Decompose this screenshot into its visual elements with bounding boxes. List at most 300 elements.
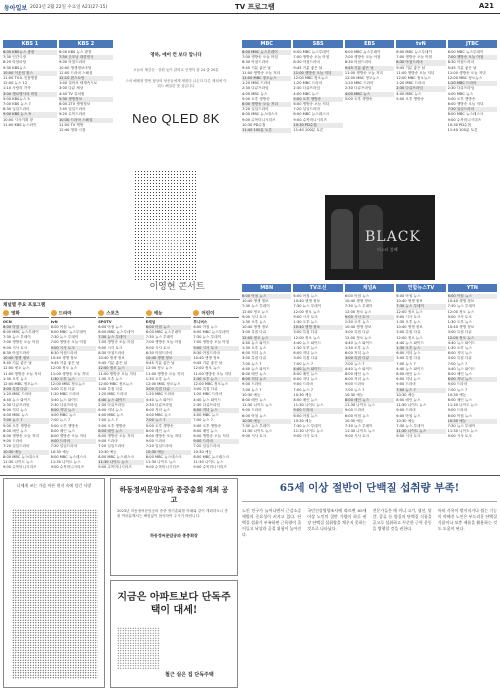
schedule-line: 1:30 오후 뉴스 — [242, 320, 267, 325]
channel-header: YTN — [448, 284, 497, 292]
schedule-line: 9:45 기분 좋은 날 — [242, 65, 271, 70]
cable-column — [51, 320, 97, 471]
schedule-line: 11:00 생방송 오늘 저녁 — [50, 371, 89, 376]
schedule-line: 12:00 정오 뉴스 — [98, 366, 144, 371]
schedule-line: 6:00 생방송 오늘 저녁 — [145, 433, 182, 438]
schedule-line: 9:00 드라마 — [3, 439, 23, 444]
schedule-line: 10:30 예능 — [98, 449, 117, 454]
schedule-line: 7:00 생방송 오늘 아침 — [98, 340, 134, 345]
schedule-line: 9:00 시사 토크 — [344, 434, 370, 439]
schedule-line: 5:00 오후 생방송 — [447, 96, 476, 101]
schedule-line: 11:30 나이트 뉴스 — [293, 403, 324, 408]
article-paragraph: 특히 식욕이 떨어지거나 씹는 기능이 약해진 노인은 부드러운 단백질 식품이나 보충 제품을 활용하는 것도 도움이 된다. — [437, 508, 497, 532]
health-article — [242, 478, 497, 688]
schedule-line: 10:40 생생 정보 — [146, 356, 192, 361]
schedule-line: 7:30 뉴스 투데이 — [145, 335, 174, 340]
cable-title: 채널별 주요 프로그램 — [3, 303, 46, 308]
cable-header — [193, 310, 239, 318]
schedule-line: 8:00 메인 뉴스 — [293, 372, 318, 377]
schedule-line: 1:20 MBC 드라마 — [98, 392, 127, 397]
schedule-line: 4:00 MBC 뉴스 — [293, 91, 319, 96]
schedule-line: 7:20 일일드라마 — [242, 107, 269, 112]
schedule-line: 4:00 MBC 뉴스 — [98, 413, 124, 418]
category-icon — [51, 310, 57, 316]
schedule-line: 7:00 생방송 오늘 아침 — [448, 55, 497, 60]
schedule-line: 12:00 정오 뉴스 — [344, 309, 372, 314]
schedule-line: 7:00 뉴스 7 — [293, 361, 313, 366]
concert-caption: 이영현 콘서트 — [149, 282, 205, 292]
schedule-line: 10:40 생생 정보 — [293, 299, 320, 304]
schedule-line: 8:00 MBC 뉴스데스크 — [447, 112, 484, 117]
schedule-line: 7:00 뉴스 7 — [3, 418, 49, 423]
channel-header: EBS — [345, 40, 394, 48]
schedule-line: 7:00 생방송 오늘 아침 — [193, 340, 230, 345]
book-cover-image — [12, 509, 98, 679]
schedule-line: 8:00 메인 뉴스 — [242, 372, 267, 377]
schedule-line: 6:00 MBC 뉴스투데이 — [98, 329, 134, 334]
schedule-line: 6:00 생방송 오늘 저녁 — [3, 433, 39, 438]
schedule-line: 9:00 시사 토크 — [242, 434, 267, 439]
schedule-line: 7:30 뉴스 투데이 — [447, 304, 476, 309]
schedule-line: 9:00 드라마 — [344, 382, 365, 387]
schedule-line: 8:00 메인 뉴스 — [145, 428, 171, 433]
concert-ad — [116, 170, 238, 300]
ad-line: 오늘의 체감순 · 강원 높이 관리로 인생이 출 24 출 20분 — [133, 68, 219, 72]
top-channel-headers — [242, 40, 497, 48]
schedule-line: 3:00 특집 다큐 — [242, 356, 267, 361]
schedule-line: 7:00 생방송 오늘 아침 — [344, 55, 381, 60]
schedule-line: 4:00 MBC 뉴스 — [447, 91, 473, 96]
schedule-line: 1:20 MBC 드라마 — [50, 392, 80, 397]
schedule-line: 4:40 뉴스 와이드 — [242, 366, 270, 371]
schedule-line: 4:40 뉴스 와이드 — [344, 340, 373, 345]
notice-title: 하동정씨문암공파 종중총회 개최 공고 — [119, 485, 229, 504]
schedule-line: 9:00 시사 토크 — [396, 434, 421, 439]
schedule-line: 12:00 정오 뉴스 — [396, 309, 423, 314]
schedule-line: 6:00 MBC 뉴스투데이 — [242, 50, 291, 55]
schedule-line: 9:00 드라마 — [242, 382, 262, 387]
schedule-line: 11:30 나이트 뉴스 — [98, 460, 144, 465]
schedule-line: 9:00 시사 토크 — [345, 315, 394, 320]
article-paragraph: 전문가들은 매 끼니 고기, 생선, 달걀, 콩류 등 양질의 단백질 식품을 골고루 섭취하고 꾸준한 근력 운동을 병행할 것을 권한다. — [372, 508, 432, 532]
schedule-line: 6:00 아침 뉴스 — [344, 413, 370, 418]
schedule-line: 3:00 특집 다큐 — [50, 387, 75, 392]
schedule-line: 4:00 MBC 뉴스 — [50, 413, 76, 418]
schedule-line: 9:00 수목미니시리즈 — [98, 465, 132, 470]
schedule-line: 12:00 MBC 정오뉴스 — [50, 381, 86, 386]
schedule-line: 7:30 뉴스 투데이 — [396, 424, 424, 429]
schedule-line: 12:00 MBC 정오뉴스 — [98, 381, 133, 386]
schedule-line: 5:00 오후 생방송 — [193, 423, 222, 428]
schedule-line: 11:00 생방송 오늘 저녁 — [293, 71, 342, 76]
channel-column — [345, 294, 394, 440]
schedule-line: 11:00 생방송 오늘 저녁 — [193, 371, 232, 376]
schedule-line: 3:00 특집 다큐 — [146, 387, 192, 392]
schedule-line: 12:00 정오 뉴스 — [242, 309, 269, 314]
schedule-line: 5:00 오후 생방송 — [98, 423, 126, 428]
ad-title: 영하, 에어 컨 보다 압니다 — [150, 53, 202, 58]
schedule-line: 10:40 생생 정보 — [447, 299, 475, 304]
channel-header: tvN — [396, 40, 445, 48]
schedule-line: 12:00 정오 뉴스 — [50, 366, 78, 371]
schedule-line: 8:30 아침드라마 — [145, 350, 173, 355]
schedule-line: 11:00 생방송 오늘 저녁 — [447, 70, 486, 75]
notice-body: 2023년 하동정씨문암공파 종중 정기총회를 아래와 같이 개최하오니 종원 여러분께서는 빠짐없이 참석하여 주시기 바랍니다. — [117, 509, 228, 518]
schedule-line: 6:00 MBC 뉴스투데이 — [447, 50, 484, 54]
schedule-line: 5:00 오후 생방송 — [50, 423, 79, 428]
top-channel-columns — [242, 50, 497, 133]
cable-column — [98, 320, 144, 471]
schedule-line: 6:00 KBS 뉴스 광장 — [59, 50, 92, 54]
cable-header — [98, 310, 144, 318]
schedule-line: 7:30 뉴스 투데이 — [293, 424, 322, 429]
schedule-line: 1:20 MBC 드라마 — [145, 392, 175, 397]
channel-label: SPOTV — [98, 319, 112, 324]
page-number: A21 — [478, 2, 494, 10]
schedule-line: 10:40 생생 정보 — [193, 355, 220, 360]
schedule-line: 8:00 메인 뉴스 — [50, 428, 75, 433]
schedule-line: 11:30 나이트 뉴스 — [447, 403, 478, 408]
section-divider — [0, 299, 240, 300]
schedule-line: 3:00 특집 다큐 — [293, 330, 318, 335]
cable-header-label: 영화 — [11, 311, 20, 317]
schedule-line: 8:00 MBC 뉴스데스크 — [98, 454, 134, 459]
schedule-line: 11:30 나이트 뉴스 — [447, 429, 478, 434]
schedule-line: 6:00 MBC 뉴스투데이 — [293, 50, 330, 54]
schedule-line: 7:30 뉴스 투데이 — [293, 304, 322, 309]
photo-highlight — [146, 220, 186, 260]
schedule-line: 8:00 MBC 뉴스데스크 — [3, 454, 39, 459]
schedule-line: 9:00 드라마 — [396, 382, 416, 387]
schedule-line: 9:45 기분 좋은 날 — [447, 65, 477, 70]
schedule-line: 8:25 아침마당 — [3, 60, 27, 65]
product-name: Neo QLED 8K — [132, 111, 220, 126]
schedule-line: 12:00 MBC 정오뉴스 — [242, 76, 291, 81]
channel-column — [242, 50, 291, 133]
cable-column — [193, 320, 239, 471]
channel-header: 연합뉴스TV — [396, 284, 445, 292]
schedule-line: 7:00 KBS 뉴스 7 — [3, 102, 31, 107]
schedule-line: 12:00 MBC 정오뉴스 — [3, 381, 38, 386]
schedule-line: 8:30 아침드라마 — [3, 350, 30, 355]
schedule-line: 9:00 시사 토크 — [293, 434, 318, 439]
schedule-line: 8:00 메인 뉴스 — [242, 398, 267, 403]
schedule-line: 6:00 저녁 뉴스 — [448, 377, 497, 382]
schedule-line: 10:30 예능 — [242, 419, 291, 424]
schedule-line: 7:30 뉴스 투데이 — [242, 304, 270, 309]
schedule-line: 9:00 시사 토크 — [145, 345, 171, 350]
schedule-line: 12:00 정오 뉴스 — [396, 335, 423, 340]
schedule-line: 8:00 메인 뉴스 — [193, 428, 218, 433]
schedule-line: 11:00 KBS 뉴스라인 — [3, 122, 37, 127]
schedule-line: 8:30 아침드라마 — [447, 60, 475, 65]
schedule-line: 5:00 오후 생방송 — [145, 423, 174, 428]
schedule-line: 7:20 일일드라마 — [293, 107, 320, 112]
schedule-line: 1:30 오후 뉴스 — [344, 320, 370, 325]
schedule-line: 8:00 MBC 뉴스데스크 — [193, 454, 230, 459]
article-paragraph: 노인 인구가 늘어나면서 근감소증 예방의 중요성이 커지고 있다. 단백질 섭취가 부족하면 근육량이 줄어들고 낙상과 골절 위험이 높아진다. — [242, 508, 302, 538]
schedule-line: 7:20 일일드라마 — [448, 107, 497, 112]
channel-column — [293, 50, 342, 133]
channel-column — [396, 294, 445, 440]
schedule-line: 4:40 뉴스 와이드 — [396, 366, 424, 371]
public-notice — [110, 478, 238, 576]
schedule-line: 11:00 TV쇼 진품명품 — [3, 76, 38, 81]
schedule-line: 9:00 시사 토크 — [193, 346, 239, 351]
schedule-line: 10:30 예능 — [447, 392, 467, 397]
schedule-line: 7:00 뉴스 7 — [193, 418, 213, 423]
schedule-line: 1:30 오후 뉴스 — [293, 320, 318, 325]
category-icon — [3, 310, 9, 316]
schedule-line: 6:00 저녁 뉴스 — [3, 407, 28, 412]
schedule-line: 5:00 오후 생방송 — [3, 423, 31, 428]
schedule-line: 11:40 100분 토론 — [242, 128, 291, 133]
schedule-line: 6:00 아침 뉴스 — [242, 413, 267, 418]
schedule-line: 10:40 생생 정보 — [447, 325, 475, 330]
schedule-line: 9:20 수목드라마 — [59, 112, 86, 117]
schedule-line: 5:00 오후 생방송 — [344, 96, 373, 101]
schedule-line: 6:00 저녁 뉴스 — [396, 377, 421, 382]
notice-signer: 하동정씨문암공파 종중회장 — [150, 533, 198, 538]
channel-label: E채널 — [145, 319, 156, 324]
cable-headers — [3, 310, 239, 318]
schedule-line: 4:40 뉴스 와이드 — [242, 340, 270, 345]
schedule-line: 12:00 정오 뉴스 — [293, 309, 320, 314]
schedule-line: 9:45 기분 좋은 날 — [3, 361, 32, 366]
schedule-line: 7:00 뉴스 7 — [293, 387, 313, 392]
schedule-line: 12:40 영화 극장 — [59, 128, 86, 133]
schedule-line: 11:30 나이트 뉴스 — [344, 403, 375, 408]
schedule-line: 4:40 TV 유치원 — [59, 91, 85, 96]
schedule-line: 9:45 기분 좋은 날 — [145, 361, 175, 366]
book-quote: 너에게 쓰는 가슴 아픈 편지 속에 담긴 사랑 — [16, 483, 92, 488]
schedule-line: 6:00 MBC 뉴스투데이 — [193, 329, 230, 334]
schedule-line: 10:30 예능 — [293, 392, 312, 397]
channel-label: 투니버스 — [193, 319, 208, 324]
schedule-line: 1:30 오후 뉴스 — [145, 376, 171, 381]
schedule-line: 12:00 정오 뉴스 — [193, 366, 220, 371]
schedule-line: 2:30 다큐프라임 — [193, 402, 220, 407]
schedule-line: 6:00 저녁 뉴스 — [396, 351, 421, 356]
schedule-line: 6:00 생방송 오늘 저녁 — [50, 433, 87, 438]
schedule-line: 6:00 아침 뉴스 — [396, 413, 421, 418]
schedule-line: 7:30 뉴스 투데이 — [98, 335, 144, 340]
schedule-line: 9:00 드라마 — [98, 439, 118, 444]
schedule-line: 8:00 메인 뉴스 — [344, 372, 370, 377]
schedule-line: 1:30 오후 뉴스 — [344, 346, 370, 351]
schedule-line: 3:00 특집 다큐 — [344, 330, 370, 335]
schedule-line: 10:40 생생 정보 — [50, 355, 78, 360]
schedule-line: 1:30 오후 뉴스 — [293, 346, 318, 351]
schedule-line: 9:00 드라마 — [396, 408, 416, 413]
schedule-line: 12:00 MBC 정오뉴스 — [193, 381, 228, 386]
schedule-line: 7:30 뉴스 투데이 — [344, 304, 373, 309]
schedule-line: 2:30 다큐프라임 — [293, 86, 320, 91]
schedule-line: 8:00 MBC 뉴스데스크 — [50, 454, 87, 459]
schedule-line: 9:00 드라마 — [51, 439, 97, 444]
schedule-line: 7:00 뉴스 7 — [242, 387, 262, 392]
schedule-line: 6:00 저녁 뉴스 — [242, 377, 291, 382]
schedule-line: 12:00 MBC 정오뉴스 — [293, 76, 328, 81]
schedule-line: 2:30 다큐프라임 — [344, 86, 372, 91]
schedule-line: 10:30 PD수첩 — [447, 122, 472, 127]
section-title: TV 프로그램 — [235, 3, 275, 11]
schedule-line: 6:00 저녁 뉴스 — [242, 351, 267, 356]
schedule-line: 3:00 특집 다큐 — [396, 330, 421, 335]
schedule-line: 12:00 정오 뉴스 — [242, 336, 291, 341]
schedule-line: 8:00 메인 뉴스 — [447, 372, 472, 377]
schedule-line: 6:00 아침 뉴스 — [293, 413, 318, 418]
schedule-line: 10:40 생생 정보 — [242, 299, 269, 304]
schedule-line: 2:30 다큐프라임 — [447, 86, 475, 91]
schedule-line: 6:00 생방송 오늘 저녁 — [193, 433, 230, 438]
schedule-line: 9:00 시사 토크 — [98, 345, 123, 350]
schedule-line: 9:00 시사 토크 — [293, 314, 318, 319]
schedule-line: 8:30 아침드라마 — [50, 350, 78, 355]
schedule-line: 12:00 정오 뉴스 — [145, 366, 173, 371]
schedule-line: 12:00 정오 뉴스 — [293, 335, 320, 340]
schedule-line: 12:00 정오 뉴스 — [448, 336, 497, 341]
channel-column — [293, 294, 342, 440]
article-paragraph: 국민건강영양조사에 따르면 65세 이상 노인의 절반 가량이 하루 권장 단백질 섭취량을 채우지 못하는 것으로 나타났다. — [307, 508, 367, 532]
schedule-line: 11:30 나이트 뉴스 — [396, 403, 427, 408]
schedule-line: 11:30 나이트 뉴스 — [242, 429, 272, 434]
schedule-line: 9:00 시사 토크 — [447, 314, 472, 319]
schedule-line: 8:00 메인 뉴스 — [3, 428, 28, 433]
schedule-line: 7:00 뉴스 7 — [447, 387, 468, 392]
drama-promo — [325, 195, 435, 280]
paper-name: 동아일보 — [4, 5, 28, 12]
channel-column — [396, 50, 445, 133]
schedule-line: 9:45 기분 좋은 날 — [396, 65, 426, 70]
schedule-line: 11:30 나이트 뉴스 — [145, 459, 176, 464]
schedule-line: 9:00 드라마 — [193, 439, 239, 444]
schedule-line: 12:10 편스토랑 — [59, 76, 113, 81]
schedule-line: 10:40 생생 정보 — [98, 355, 125, 360]
schedule-line: 9:00 드라마 — [242, 408, 262, 413]
house-ad — [110, 580, 238, 688]
schedule-line: 9:00 수목미니시리즈 — [3, 465, 37, 470]
schedule-line: 9:00 시사 토크 — [3, 345, 28, 350]
schedule-line: 7:00 뉴스 7 — [98, 418, 118, 423]
schedule-line: 11:50 TV 책방 — [59, 122, 84, 127]
schedule-line: 10:30 예능 — [293, 418, 312, 423]
kbs2-column — [59, 50, 113, 133]
schedule-line: 8:00 MBC 뉴스데스크 — [293, 112, 330, 117]
channel-header: TV조선 — [293, 284, 342, 292]
schedule-line: 9:00 드라마 — [145, 439, 166, 444]
house-photo — [117, 627, 159, 669]
schedule-line: 4:40 뉴스 와이드 — [193, 397, 222, 402]
schedule-line: 2:30 다큐프라임 — [145, 402, 173, 407]
schedule-line: 4:40 뉴스 와이드 — [447, 366, 476, 371]
channel-column — [448, 294, 497, 440]
cable-header — [3, 310, 49, 318]
schedule-line: 7:00 뉴스 7 — [146, 418, 192, 423]
schedule-line: 6:00 저녁 뉴스 — [293, 377, 318, 382]
schedule-line: 10:40 생생 정보 — [3, 356, 49, 361]
schedule-line: 8:30 아침드라마 — [396, 60, 445, 65]
schedule-line: 11:30 나이트 뉴스 — [50, 459, 81, 464]
schedule-line: 5:00 오후 생방송 — [242, 96, 270, 101]
schedule-line: 12:00 MBC 정오뉴스 — [447, 76, 483, 81]
schedule-line: 1:20 MBC 드라마 — [293, 81, 323, 86]
cable-header-label: 예능 — [153, 311, 163, 317]
schedule-line: 11:00 생방송 오늘 저녁 — [3, 371, 42, 376]
schedule-line: 3:00 특집 다큐 — [193, 387, 218, 392]
schedule-line: 9:00 드라마 — [293, 382, 314, 387]
schedule-line: 7:50 굿모닝 대한민국 — [59, 55, 113, 60]
category-icon — [193, 310, 199, 316]
schedule-line: 6:00 아침 뉴스 — [293, 294, 318, 298]
schedule-line: 9:00 수목미니시리즈 — [242, 117, 276, 122]
schedule-line: 6:00 MBC 뉴스투데이 — [396, 50, 432, 54]
schedule-line: 10:40 생생 정보 — [396, 299, 423, 304]
schedule-line: 7:00 생방송 오늘 아침 — [50, 340, 87, 345]
schedule-line: 3:00 생로병사의 비밀 — [3, 92, 57, 97]
schedule-line: 4:00 MBC 뉴스 — [145, 413, 172, 418]
schedule-line: 11:00 생방송 오늘 저녁 — [396, 70, 435, 75]
schedule-line: 4:40 뉴스 와이드 — [50, 397, 79, 402]
schedule-line: 1:20 MBC 드라마 — [448, 81, 497, 86]
channel-header: MBN — [242, 284, 291, 292]
schedule-line: 10:40 생생 정보 — [293, 325, 342, 330]
schedule-line: 1:20 MBC 드라마 — [344, 81, 374, 86]
schedule-line: 6:00 생방송 오늘 저녁 — [98, 433, 134, 438]
schedule-line: 7:30 뉴스 투데이 — [3, 335, 31, 340]
cable-header — [51, 310, 97, 318]
schedule-line: 12:00 정오 뉴스 — [447, 309, 475, 314]
schedule-line: 6:00 아침 뉴스 — [396, 294, 421, 298]
schedule-line: 8:00 메인 뉴스 — [345, 398, 394, 403]
schedule-line: 9:00 드라마 — [447, 382, 468, 387]
schedule-line: 1:10 사랑의 가족 — [3, 86, 31, 91]
schedule-line: 4:00 MBC 뉴스 — [242, 91, 268, 96]
schedule-line: 9:00 드라마 — [344, 408, 365, 413]
schedule-line: 8:00 MBC 뉴스데스크 — [242, 112, 278, 117]
cable-section — [3, 302, 239, 474]
schedule-line: 9:00 수목미니시리즈 — [145, 465, 180, 470]
schedule-line: 10:30 PD수첩 — [293, 123, 342, 128]
schedule-line: 7:20 일일드라마 — [98, 444, 125, 449]
schedule-line: 9:00 시사 토크 — [51, 346, 97, 351]
schedule-line: 10:30 예능 — [448, 419, 497, 424]
schedule-line: 11:00 생방송 오늘 저녁 — [344, 70, 383, 75]
schedule-line: 9:00 수목미니시리즈 — [193, 465, 227, 470]
schedule-line: 6:00 아침 뉴스 — [447, 413, 472, 418]
schedule-line: 7:00 뉴스 7 — [50, 418, 71, 423]
schedule-line: 8:30 일일드라마 — [3, 107, 30, 112]
schedule-line: 7:00 생방송 오늘 아침 — [396, 55, 433, 60]
schedule-line: 7:30 인간극장 — [3, 55, 27, 60]
schedule-line: 6:00 저녁 뉴스 — [51, 408, 97, 413]
schedule-line: 4:00 MBC 뉴스 — [345, 92, 394, 97]
schedule-line: 9:00 수목미니시리즈 — [447, 117, 482, 122]
schedule-line: 7:00 뉴스 7 — [396, 361, 416, 366]
schedule-line: 10:30 예능 — [3, 450, 49, 455]
schedule-line: 7:30 뉴스 투데이 — [447, 424, 476, 429]
schedule-line: 7:30 뉴스 투데이 — [193, 335, 222, 340]
schedule-line: 1:30 오후 뉴스 — [396, 320, 421, 325]
samsung-ad — [116, 40, 236, 160]
schedule-line: 10:30 예능 — [242, 392, 261, 397]
category-icon — [146, 310, 152, 316]
schedule-line: 3:00 특집 다큐 — [3, 387, 49, 392]
schedule-line: 3:00 특집 다큐 — [98, 387, 123, 392]
schedule-line: 10:30 드라마 스페셜 — [59, 118, 113, 123]
schedule-line: 11:00 드라마 스페셜 — [59, 70, 93, 75]
schedule-line: 11:00 생방송 오늘 저녁 — [98, 371, 137, 376]
